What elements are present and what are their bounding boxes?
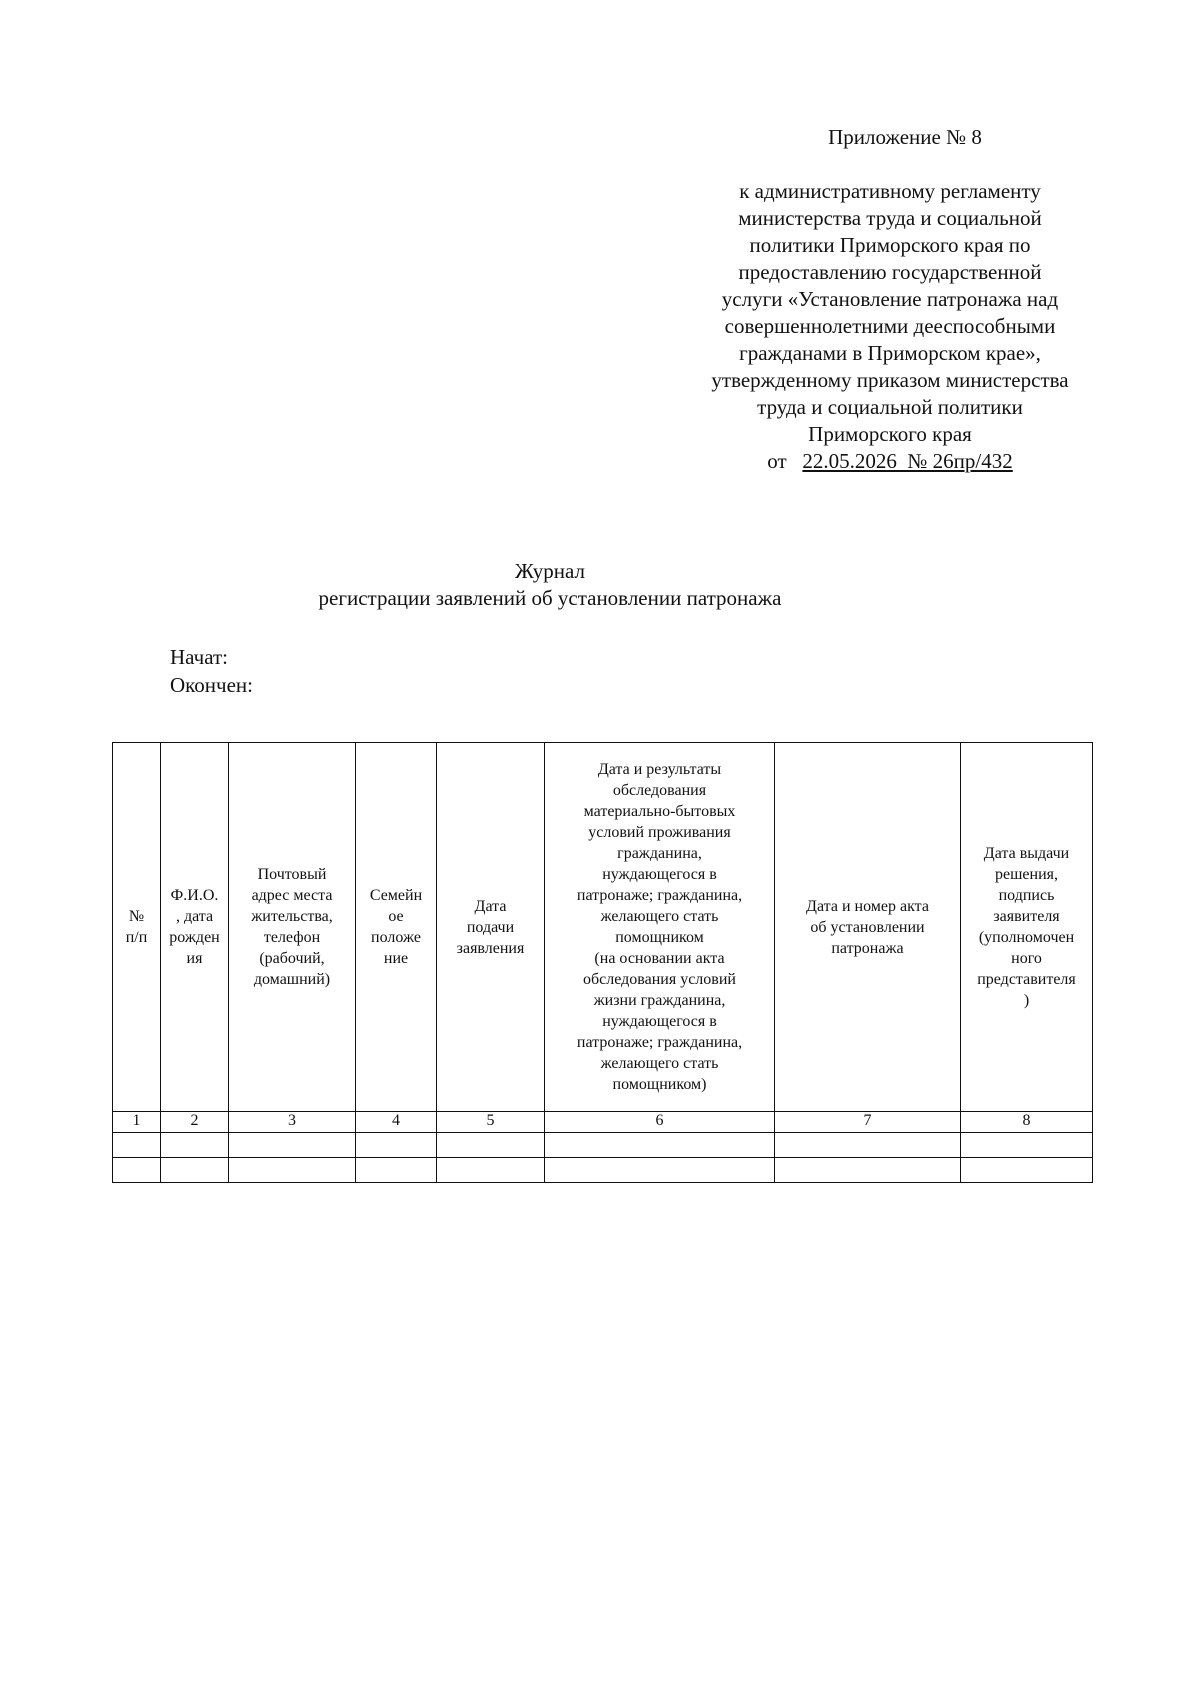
ended-label: Окончен: (170, 673, 253, 697)
appendix-line: министерства труда и социальной (738, 206, 1042, 230)
journal-table-wrap (112, 742, 1093, 1183)
appendix-line: к административному регламенту (739, 179, 1041, 203)
table-cell (545, 1158, 775, 1183)
column-header: Дата подачи заявления (437, 743, 545, 1112)
appendix-line: предоставлению государственной (738, 260, 1042, 284)
appendix-line: Приморского края (808, 422, 972, 446)
table-cell (961, 1133, 1093, 1158)
table-cell (113, 1133, 161, 1158)
table-cell (161, 1158, 229, 1183)
appendix-line: услуги «Установление патронажа над (721, 287, 1059, 311)
column-number: 7 (775, 1112, 961, 1133)
started-label: Начат: (170, 645, 228, 669)
column-header: Семейн ое положе ние (356, 743, 437, 1112)
table-cell (437, 1158, 545, 1183)
table-header-row (113, 743, 1093, 1112)
appendix-title: Приложение № 8 (828, 125, 982, 149)
table-row (113, 1158, 1093, 1183)
table-cell (229, 1133, 356, 1158)
column-header: Дата выдачи решения, подпись заявителя (уполномочен ного представителя ) (961, 743, 1093, 1112)
column-header: № п/п (113, 743, 161, 1112)
table-cell (961, 1158, 1093, 1183)
table-cell (775, 1133, 961, 1158)
appendix-line: политики Приморского края по (749, 233, 1031, 257)
journal-dates (170, 643, 253, 699)
table-cell (775, 1158, 961, 1183)
column-number: 6 (545, 1112, 775, 1133)
table-row (113, 1133, 1093, 1158)
column-number: 1 (113, 1112, 161, 1133)
table-cell (356, 1158, 437, 1183)
column-number: 8 (961, 1112, 1093, 1133)
column-number: 3 (229, 1112, 356, 1133)
column-number: 4 (356, 1112, 437, 1133)
appendix-line: труда и социальной политики (757, 395, 1023, 419)
table-cell (437, 1133, 545, 1158)
appendix-block (640, 124, 1140, 475)
appendix-line: утвержденному приказом министерства (711, 368, 1069, 392)
appendix-spacer (640, 151, 1140, 178)
column-number: 2 (161, 1112, 229, 1133)
column-header: Ф.И.О. , дата рожден ия (161, 743, 229, 1112)
table-cell (356, 1133, 437, 1158)
column-number-row (113, 1112, 1093, 1133)
column-number: 5 (437, 1112, 545, 1133)
column-header: Почтовый адрес места жительства, телефон (рабочий, домашний) (229, 743, 356, 1112)
journal-subtitle: регистрации заявлений об установлении патронажа (318, 586, 782, 610)
journal-title: Журнал (514, 559, 585, 583)
journal-heading (250, 558, 850, 612)
table-cell (161, 1133, 229, 1158)
column-header: Дата и номер акта об установлении патронажа (775, 743, 961, 1112)
date-prefix: от (767, 449, 787, 473)
appendix-line: гражданами в Приморском крае», (739, 341, 1041, 365)
table-cell (545, 1133, 775, 1158)
appendix-line: совершеннолетними дееспособными (724, 314, 1056, 338)
table-cell (229, 1158, 356, 1183)
journal-table (112, 742, 1093, 1183)
appendix-date-line (640, 448, 1140, 475)
order-date-number: 22.05.2026 № 26пр/432 (802, 449, 1013, 473)
column-header: Дата и результаты обследования материально-бытовых условий проживания гражданина, нуждающегося в патронаже; гражданина, желающего стать помощником (на основании акта обследования условий жизни гражданина, нуждающегося в патронаже; гражданина, желающего стать помощником) (545, 743, 775, 1112)
table-cell (113, 1158, 161, 1183)
